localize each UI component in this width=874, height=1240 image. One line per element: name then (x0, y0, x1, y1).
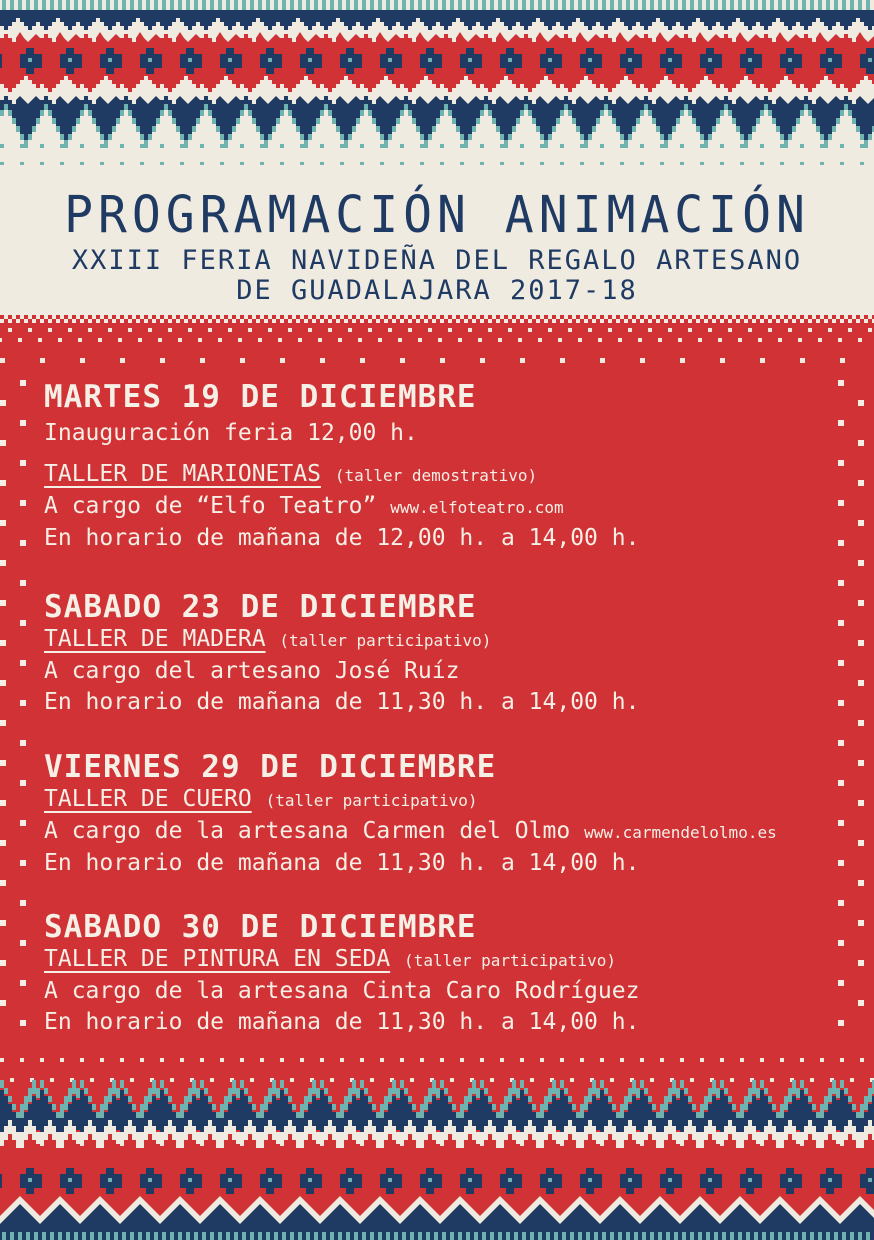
workshop-type: (taller participativo) (404, 951, 616, 970)
event-workshop-line (44, 944, 639, 976)
bottom-knit-pattern (0, 1040, 874, 1240)
workshop-url[interactable]: www.carmendelolmo.es (584, 823, 777, 842)
checker-divider (0, 315, 874, 375)
event-workshop-line (44, 459, 639, 491)
event-host-line (44, 491, 639, 523)
workshop-schedule: En horario de mañana de 11,30 h. a 14,00 h. (44, 850, 640, 876)
event-day: VIERNES 29 DE DICIEMBRE (44, 749, 497, 785)
workshop-name: TALLER DE CUERO (44, 786, 252, 812)
workshop-host: A cargo de “Elfo Teatro” (44, 493, 377, 519)
subtitle-line-1: XXIII FERIA NAVIDEÑA DEL REGALO ARTESANO (71, 245, 803, 276)
page-title: PROGRAMACIÓN ANIMACIÓN (64, 185, 810, 245)
event-block (44, 910, 639, 1038)
workshop-type: (taller participativo) (279, 631, 492, 650)
workshop-schedule: En horario de mañana de 11,30 h. a 14,00 h. (44, 689, 640, 715)
event-block (44, 590, 639, 718)
event-workshop-line (44, 784, 777, 816)
event-block (44, 750, 777, 879)
event-day: SABADO 30 DE DICIEMBRE (44, 909, 477, 945)
workshop-host: A cargo del artesano José Ruíz (44, 658, 460, 684)
workshop-type: (taller participativo) (265, 791, 478, 810)
event-host-line (44, 816, 777, 848)
event-workshop-line (44, 624, 639, 656)
subtitle-line-2: DE GUADALAJARA 2017-18 (236, 275, 638, 306)
event-schedule (0, 380, 874, 1040)
top-knit-pattern (0, 0, 874, 170)
workshop-name: TALLER DE PINTURA EN SEDA (44, 946, 391, 972)
header (0, 165, 874, 315)
workshop-name: TALLER DE MADERA (44, 626, 266, 652)
workshop-type: (taller demostrativo) (334, 466, 538, 485)
workshop-host: A cargo de la artesana Carmen del Olmo (44, 818, 571, 844)
workshop-url[interactable]: www.elfoteatro.com (390, 498, 564, 517)
event-day: SABADO 23 DE DICIEMBRE (44, 589, 477, 625)
workshop-schedule: En horario de mañana de 11,30 h. a 14,00 h. (44, 1009, 640, 1035)
event-block (44, 380, 639, 554)
workshop-host: A cargo de la artesana Cinta Caro Rodríguez (44, 978, 640, 1004)
event-opening: Inauguración feria 12,00 h. (44, 420, 418, 446)
workshop-schedule: En horario de mañana de 12,00 h. a 14,00 h. (44, 525, 640, 551)
event-day: MARTES 19 DE DICIEMBRE (44, 379, 477, 415)
workshop-name: TALLER DE MARIONETAS (44, 461, 321, 487)
